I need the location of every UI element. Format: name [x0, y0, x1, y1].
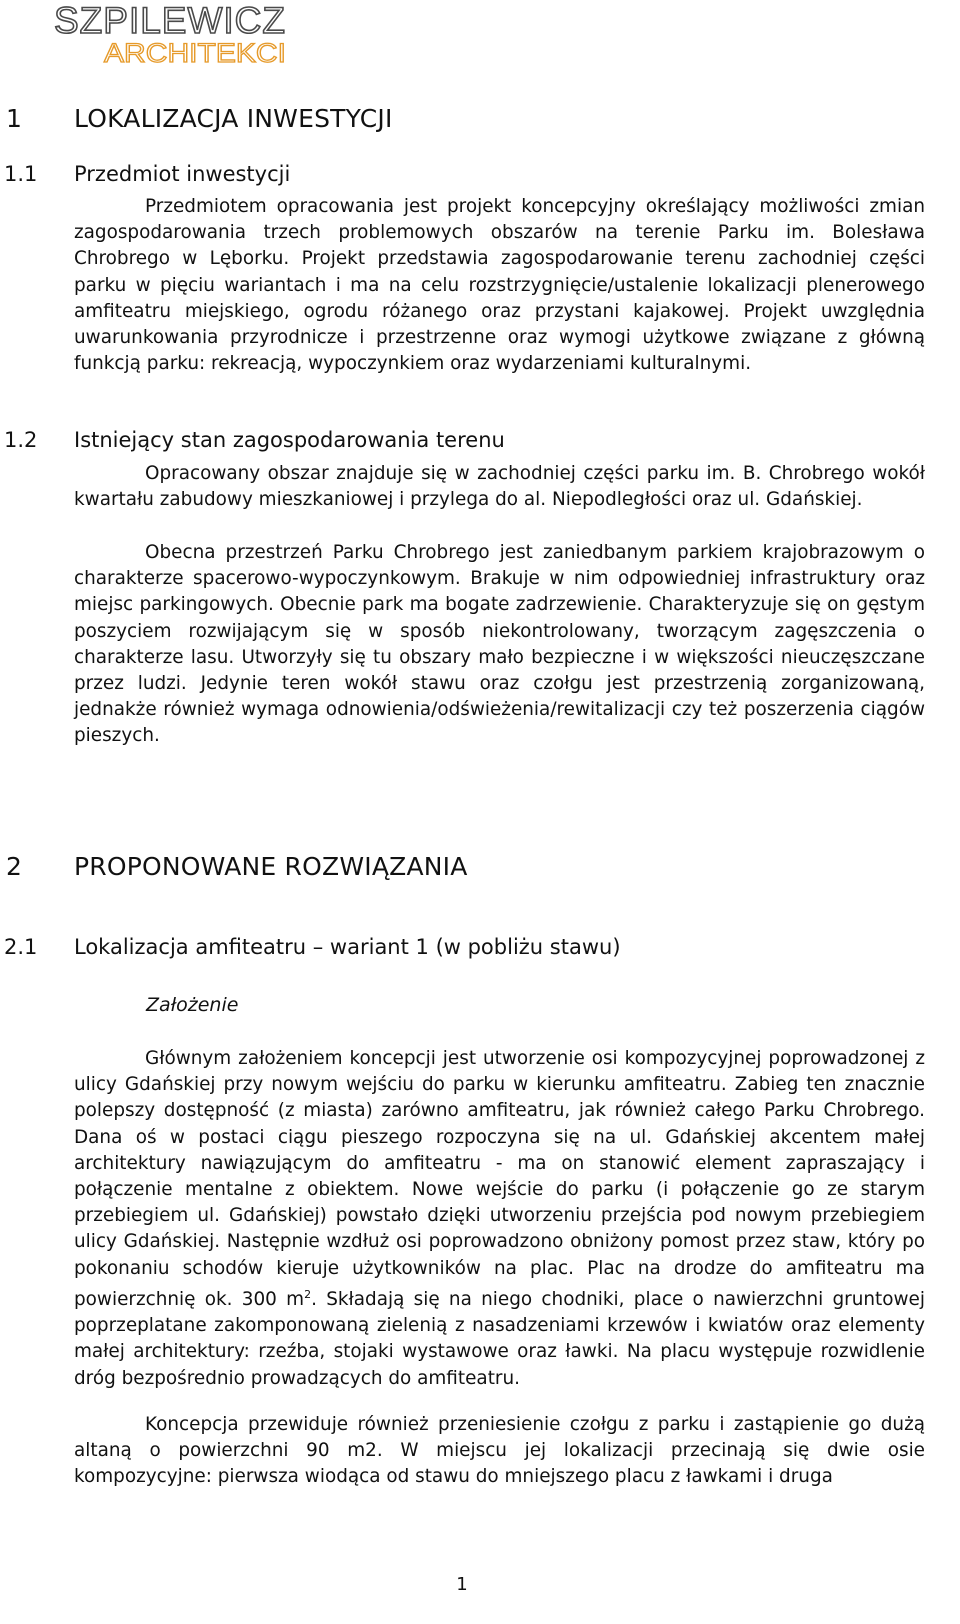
- page-number: 1: [456, 1574, 468, 1595]
- subsection-number: 1.1: [4, 162, 38, 186]
- section-title: PROPONOWANE ROZWIĄZANIA: [74, 852, 468, 881]
- section-number: 2: [6, 852, 23, 881]
- section-title: LOKALIZACJA INWESTYCJI: [74, 104, 393, 133]
- section-1-2-paragraph-1: [74, 461, 925, 513]
- section-number: 1: [6, 104, 23, 133]
- section-1-2-paragraph-2: [74, 540, 925, 750]
- section-1-1-paragraph: [74, 194, 925, 377]
- paragraph-text: Obecna przestrzeń Parku Chrobrego jest zaniedbanym parkiem krajobrazowym o charakterze spacerowo-wypoczynkowym. Brakuje w nim odpowiedniej infrastruktury oraz miejsc parkingowych. Obecnie park ma bogate zadrzewienie. Charakteryzuje się on gęstym poszyciem rozwijającym się w sposób niekontrolowany, tworzącym zagęszczenia o charakterze lasu. Utworzyły się tu obszary mało bezpieczne i w większości nieuczęszczane przez ludzi. Jedynie teren wokół stawu oraz czołgu jest przestrzenią zorganizowaną, jednakże również wymaga odnowienia/odświeżenia/rewitalizacji czy też poszerzenia ciągów pieszych.: [74, 542, 925, 747]
- paragraph-text-part-2: . Składają się na niego chodniki, place o nawierzchni gruntowej poprzeplatane zakomponowaną zielenią z nasadzeniami krzewów i kwiatów oraz elementy małej architektury: rzeźba, stojaki wystawowe oraz ławki. Na placu występuje rozwidlenie dróg bezpośrednio prowadzących do amfiteatru.: [74, 1288, 925, 1389]
- section-2-1-paragraph-1: [74, 1046, 925, 1392]
- subsection-title: Istniejący stan zagospodarowania terenu: [74, 428, 505, 452]
- company-logo: [52, 0, 292, 70]
- section-2-1-paragraph-2: [74, 1412, 925, 1491]
- paragraph-text: Opracowany obszar znajduje się w zachodniej części parku im. B. Chrobrego wokół kwartału zabudowy mieszkaniowej i przylega do al. Niepodległości oraz ul. Gdańskiej.: [74, 463, 925, 511]
- paragraph-text: Koncepcja przewiduje również przeniesienie czołgu z parku i zastąpienie go dużą altaną o powierzchni 90 m2. W miejscu jej lokalizacji przecinają się dwie osie kompozycyjne: pierwsza wiodąca od stawu do mniejszego placu z ławkami i druga: [74, 1414, 925, 1488]
- subheading-zalozenie: Założenie: [146, 994, 239, 1016]
- subsection-title: Lokalizacja amfiteatru – wariant 1 (w pobliżu stawu): [74, 935, 621, 959]
- superscript: 2: [304, 1287, 312, 1301]
- logo-line-1: SZPILEWICZ: [54, 0, 286, 41]
- paragraph-text-part-1: Głównym założeniem koncepcji jest utworzenie osi kompozycyjnej poprowadzonej z ulicy Gdańskiej przy nowym wejściu do parku w kierunku amfiteatru. Zabieg ten znacznie polepszy dostępność (z miasta) zarówno amfiteatru, jak również całego Parku Chrobrego. Dana oś w postaci ciągu pieszego rozpoczyna się na ul. Gdańskiej akcentem małej architektury nawiązującym do amfiteatru - ma on stanowić element zapraszający i połączenie mentalne z obiektem. Nowe wejście do parku (i połączenie go ze starym przebiegiem ul. Gdańskiej) powstało dzięki utworzeniu przejścia pod nowym przebiegiem ulicy Gdańskiej. Następnie wzdłuż osi poprowadzono obniżony pomost przez staw, który po pokonaniu schodów kieruje użytkowników na plac. Plac na drodze do amfiteatru ma powierzchnię ok. 300 m: [74, 1048, 925, 1310]
- subsection-title: Przedmiot inwestycji: [74, 162, 291, 186]
- logo-graphic: [52, 0, 292, 70]
- subsection-number: 2.1: [4, 935, 38, 959]
- logo-line-2: ARCHITEKCI: [104, 38, 286, 68]
- paragraph-text: Przedmiotem opracowania jest projekt koncepcyjny określający możliwości zmian zagospodarowania trzech problemowych obszarów na terenie Parku im. Bolesława Chrobrego w Lęborku. Projekt przedstawia zagospodarowanie terenu zachodniej części parku w pięciu wariantach i ma na celu rozstrzygnięcie/ustalenie lokalizacji plenerowego amfiteatru miejskiego, ogrodu różanego oraz przystani kajakowej. Projekt uwzględnia uwarunkowania przyrodnicze i przestrzenne oraz wymogi użytkowe związane z główną funkcją parku: rekreacją, wypoczynkiem oraz wydarzeniami kulturalnymi.: [74, 196, 925, 375]
- subsection-number: 1.2: [4, 428, 38, 452]
